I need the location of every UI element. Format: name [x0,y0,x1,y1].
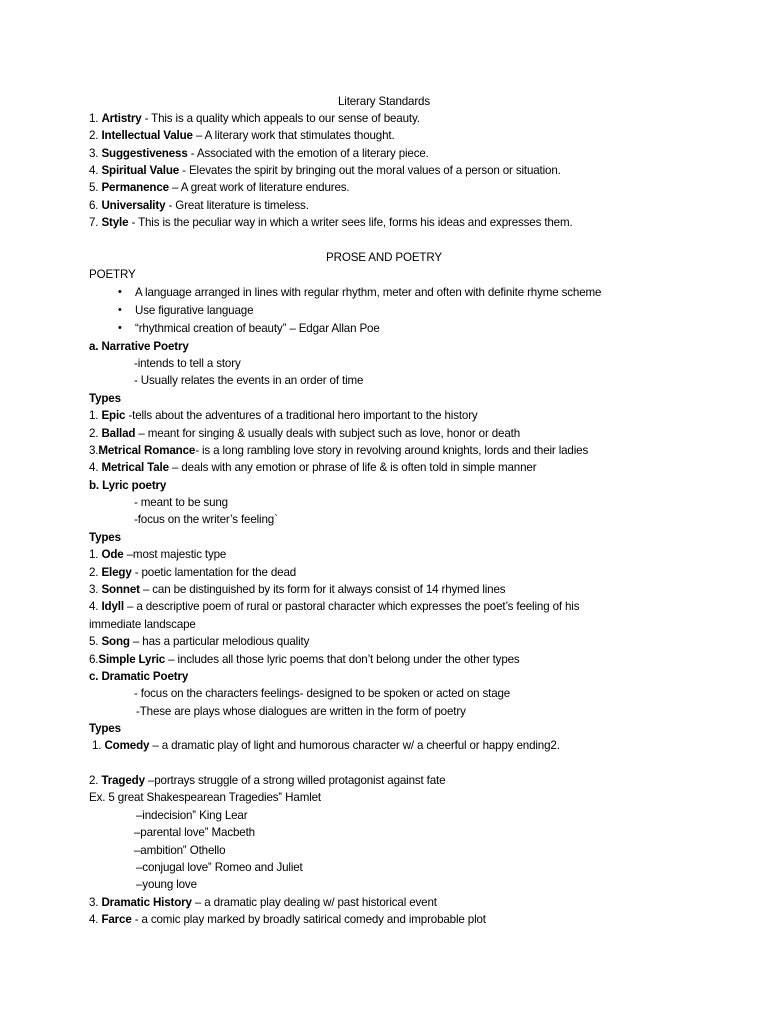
standard-term: Style [101,216,129,229]
narrative-note: - Usually relates the events in an order of time [134,374,364,387]
dramatic-heading: c. Dramatic Poetry [89,670,189,683]
document-page: Literary Standards 1. Artistry - This is a quality which appeals to our sense of beauty. 2. Intellectual Value – A literary work that stimulates thought. 3. Suggestiveness - Associated with the emotion of a literary piece. 4. Spiritual Value - Elevates the spirit by bringing out the moral values of a person or situation. 5. Permanence – A great work of literature endures. 6. Universality - Great literature is timeless. 7. Style - This is the peculiar way in which a writer sees life, forms his ideas and expresses them. PROSE AND POETRY POETRY • A language arranged in lines with regular rhythm, meter and often with definite rhyme scheme • Use figurative language • “rhythmical creation of beauty” – Edgar Allan Poe a. Narrative Poetry -intends to tell a story - Usually relates the events in an order of time Types 1. Epic -tells about the adventures of a traditional hero important to the history 2. Ballad – meant for singing & usually deals with subject such as love, honor or death 3.Metrical Romance- is a long rambling love story in revolving around knights, lords and their ladies 4. Metrical Tale – deals with any emotion or phrase of life & is often told in simple manner b. Lyric poetry - meant to be sung -focus on the writer’s feeling` Types 1. Ode –most majestic type 2. Elegy - poetic lamentation for the dead 3. Sonnet – can be distinguished by its form for it always consist of 14 rhymed lines 4. Idyll – a descriptive poem of rural or pastoral character which expresses the poet’s feeling of his immediate landscape 5. Song – has a particular melodious quality 6.Simple Lyric – includes all those lyric poems that don’t belong under the other types c. Dramatic Poetry - focus on the characters feelings- designed to be spoken or acted on stage -These are plays whose dialogues are written in the form of poetry Types 1. Comedy – a dramatic play of light and humorous character w/ a cheerful or happy ending2. 2. Tragedy –portrays struggle of a strong willed protagonist against fate Ex. 5 great Shakespearean Tragedies‟ Hamlet –indecision‟ King Lear –parental love‟ Macbeth –ambition‟ Othello –conjugal love‟ Romeo and Juliet –young love 3. Dramatic History – a dramatic play dealing w/ past historical event 4. Farce - a comic play marked by broadly satirical comedy and improbable plot [0,0,768,1024]
lyric-note: - meant to be sung [134,496,228,509]
standard-term: Suggestiveness [101,147,188,160]
standard-item: 6. Universality - Great literature is timeless. [89,199,309,212]
narrative-heading: a. Narrative Poetry [89,340,189,353]
standard-term: Spiritual Value [101,164,180,177]
tragedy-line: –young love [136,878,197,891]
standard-item: 2. Intellectual Value – A literary work that stimulates thought. [89,129,395,142]
dramatic-note: -These are plays whose dialogues are written in the form of poetry [136,705,466,718]
tragedies-intro: Ex. 5 great Shakespearean Tragedies‟ Hamlet [89,791,321,804]
types-label: Types [89,392,121,405]
tragedy-line: –conjugal love‟ Romeo and Juliet [136,861,303,874]
tragedy-line: –ambition‟ Othello [134,844,226,857]
standard-term: Artistry [101,112,142,125]
tragedy-line: –parental love‟ Macbeth [134,826,255,839]
standard-item: 4. Spiritual Value - Elevates the spirit by bringing out the moral values of a person or situation. [89,164,561,177]
dramatic-note: - focus on the characters feelings- designed to be spoken or acted on stage [134,687,511,700]
narrative-type: 1. Epic -tells about the adventures of a traditional hero important to the history [89,409,478,422]
standard-item: 3. Suggestiveness - Associated with the emotion of a literary piece. [89,147,429,160]
lyric-type: 4. Idyll – a descriptive poem of rural or pastoral character which expresses the poet’s feeling of his [89,600,580,613]
standard-term: Permanence [101,181,169,194]
lyric-type: 2. Elegy - poetic lamentation for the dead [89,566,297,579]
lyric-type-continuation: immediate landscape [89,618,196,631]
narrative-type: 3.Metrical Romance- is a long rambling love story in revolving around knights, lords and their ladies [89,444,589,457]
standard-item: 5. Permanence – A great work of literature endures. [89,181,350,194]
narrative-type: 2. Ballad – meant for singing & usually deals with subject such as love, honor or death [89,427,521,440]
bullet-glyph: • [118,304,122,316]
poetry-heading: POETRY [89,268,136,281]
types-label: Types [89,722,121,735]
standard-item: 1. Artistry - This is a quality which appeals to our sense of beauty. [89,112,420,125]
tragedy-line: –indecision‟ King Lear [136,809,248,822]
dramatic-type: 2. Tragedy –portrays struggle of a strong willed protagonist against fate [89,774,446,787]
types-label: Types [89,531,121,544]
section-title: PROSE AND POETRY [326,251,442,264]
lyric-heading: b. Lyric poetry [89,479,167,492]
narrative-type: 4. Metrical Tale – deals with any emotion or phrase of life & is often told in simple manner [89,461,537,474]
lyric-type: 6.Simple Lyric – includes all those lyric poems that don’t belong under the other types [89,653,520,666]
dramatic-type: 1. Comedy – a dramatic play of light and humorous character w/ a cheerful or happy ending2. [92,739,560,752]
page-title: Literary Standards [337,95,431,108]
lyric-type: 5. Song – has a particular melodious quality [89,635,310,648]
lyric-note: -focus on the writer’s feeling` [134,513,278,526]
standard-item: 7. Style - This is the peculiar way in which a writer sees life, forms his ideas and expresses them. [89,216,573,229]
dramatic-type: 3. Dramatic History – a dramatic play dealing w/ past historical event [89,896,437,909]
bullet-glyph: • [118,322,122,334]
lyric-type: 1. Ode –most majestic type [89,548,227,561]
lyric-type: 3. Sonnet – can be distinguished by its form for it always consist of 14 rhymed lines [89,583,506,596]
standard-term: Universality [101,199,166,212]
standard-term: Intellectual Value [101,129,193,142]
narrative-note: -intends to tell a story [134,357,241,370]
bullet-glyph: • [118,286,122,298]
dramatic-type: 4. Farce - a comic play marked by broadly satirical comedy and improbable plot [89,913,486,926]
